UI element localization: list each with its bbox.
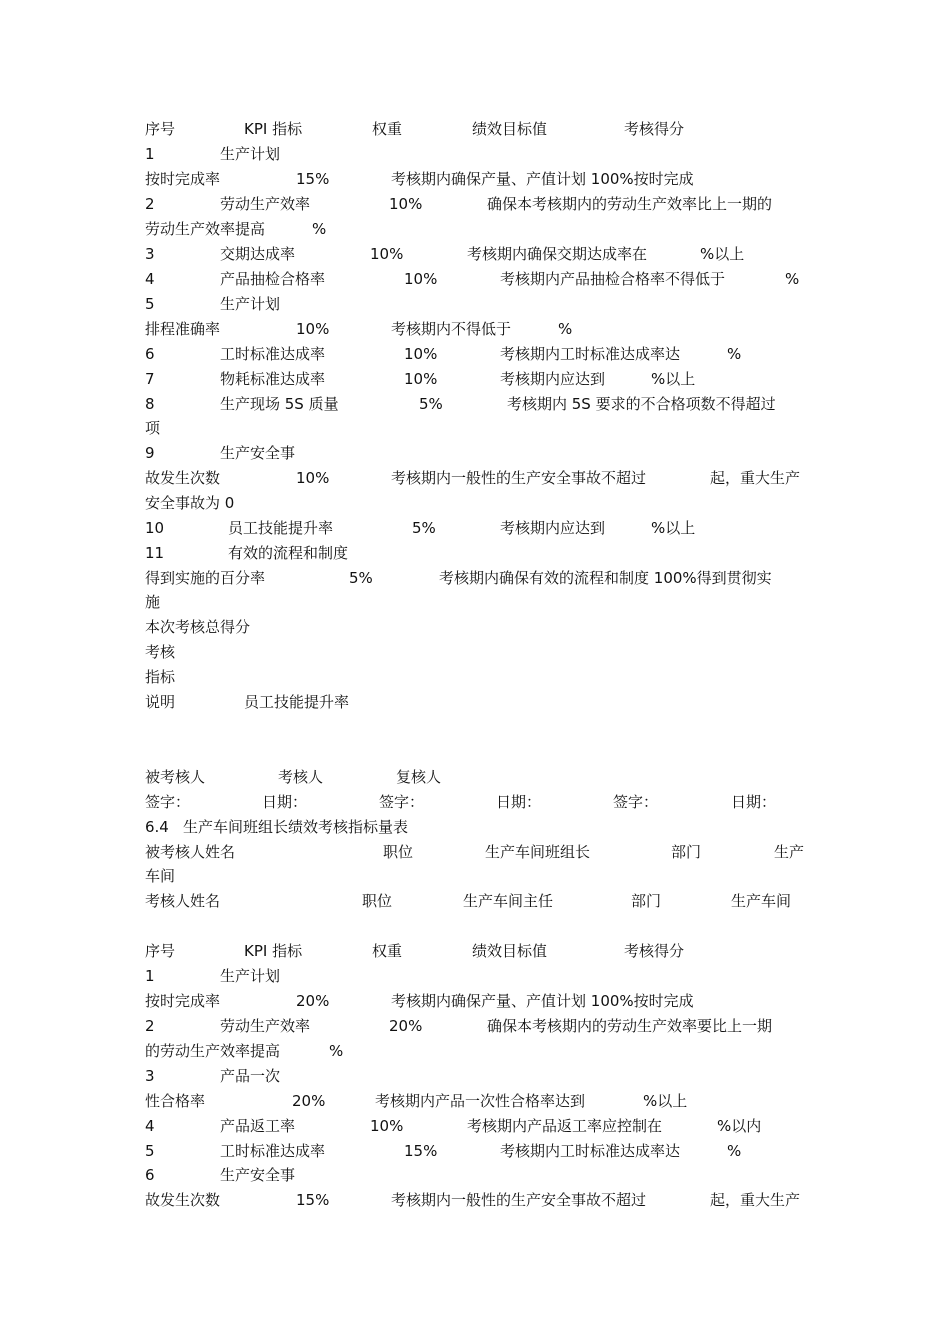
text-segment: 考核期内应达到 bbox=[500, 370, 606, 388]
text-line bbox=[0, 591, 950, 613]
text-segment: 部门 bbox=[671, 843, 702, 861]
text-segment: 生产现场 5S 质量 bbox=[220, 395, 339, 413]
text-segment: 2 bbox=[145, 1017, 155, 1035]
text-line bbox=[0, 118, 950, 140]
text-segment: 工时标准达成率 bbox=[220, 1142, 326, 1160]
text-segment: % bbox=[312, 220, 327, 238]
text-segment: 考核期内确保产量、产值计划 100%按时完成 bbox=[391, 992, 694, 1010]
text-segment: 考核期内工时标准达成率达 bbox=[500, 1142, 681, 1160]
text-segment: %以上 bbox=[651, 519, 696, 537]
text-segment: 起，重大生产 bbox=[710, 1191, 801, 1209]
text-segment: 生产计划 bbox=[220, 967, 281, 985]
text-segment: 起，重大生产 bbox=[710, 469, 801, 487]
text-segment: 考核期内产品一次性合格率达到 bbox=[375, 1092, 586, 1110]
text-segment: 5% bbox=[419, 395, 443, 413]
text-segment: 生产安全事 bbox=[220, 444, 296, 462]
text-segment: 考核期内工时标准达成率达 bbox=[500, 345, 681, 363]
text-segment: 15% bbox=[404, 1142, 438, 1160]
text-segment: 产品一次 bbox=[220, 1067, 281, 1085]
text-segment: 施 bbox=[145, 593, 161, 611]
text-segment: 被考核人 bbox=[145, 768, 206, 786]
text-segment: %以上 bbox=[700, 245, 745, 263]
text-segment: 考核期内 5S 要求的不合格项数不得超过 bbox=[507, 395, 776, 413]
text-segment: KPI 指标 bbox=[244, 120, 303, 138]
text-line bbox=[0, 1189, 950, 1211]
text-line bbox=[0, 1040, 950, 1062]
text-line bbox=[0, 965, 950, 987]
text-segment: 7 bbox=[145, 370, 155, 388]
text-segment: 考核人 bbox=[278, 768, 324, 786]
text-segment: 生产车间班组长绩效考核指标量表 bbox=[183, 818, 409, 836]
text-segment: 序号 bbox=[145, 120, 176, 138]
text-segment: 员工技能提升率 bbox=[244, 693, 350, 711]
text-segment: 生产 bbox=[774, 843, 805, 861]
text-segment: 权重 bbox=[372, 120, 403, 138]
text-line bbox=[0, 442, 950, 464]
text-segment: %以上 bbox=[643, 1092, 688, 1110]
text-segment: 安全事故为 0 bbox=[145, 494, 235, 512]
text-segment: 的劳动生产效率提高 bbox=[145, 1042, 281, 1060]
text-segment: 1 bbox=[145, 967, 155, 985]
text-line bbox=[0, 766, 950, 788]
text-segment: 车间 bbox=[145, 867, 176, 885]
text-segment: 5% bbox=[412, 519, 436, 537]
text-segment: 5 bbox=[145, 1142, 155, 1160]
text-segment: %以上 bbox=[651, 370, 696, 388]
text-segment: 项 bbox=[145, 419, 161, 437]
text-line bbox=[0, 368, 950, 390]
text-segment: % bbox=[727, 1142, 742, 1160]
text-segment: 3 bbox=[145, 245, 155, 263]
text-line bbox=[0, 467, 950, 489]
text-segment: 10% bbox=[404, 370, 438, 388]
text-line bbox=[0, 417, 950, 439]
text-line bbox=[0, 666, 950, 688]
text-segment: 得到实施的百分率 bbox=[145, 569, 266, 587]
text-segment: 按时完成率 bbox=[145, 170, 221, 188]
text-line bbox=[0, 1164, 950, 1186]
text-segment: 有效的流程和制度 bbox=[228, 544, 349, 562]
text-segment: 生产计划 bbox=[220, 295, 281, 313]
text-segment: 职位 bbox=[362, 892, 393, 910]
text-segment: 日期： bbox=[731, 793, 777, 811]
text-segment: 10% bbox=[296, 320, 330, 338]
text-segment: 考核期内应达到 bbox=[500, 519, 606, 537]
text-line bbox=[0, 193, 950, 215]
text-segment: 确保本考核期内的劳动生产效率比上一期的 bbox=[487, 195, 773, 213]
text-segment: % bbox=[558, 320, 573, 338]
text-segment: %以内 bbox=[717, 1117, 762, 1135]
text-segment: 15% bbox=[296, 1191, 330, 1209]
text-segment: 生产安全事 bbox=[220, 1166, 296, 1184]
text-segment: 确保本考核期内的劳动生产效率要比上一期 bbox=[487, 1017, 773, 1035]
text-segment: 10% bbox=[404, 345, 438, 363]
text-line bbox=[0, 542, 950, 564]
text-line bbox=[0, 1090, 950, 1112]
text-line bbox=[0, 865, 950, 887]
text-segment: 10% bbox=[404, 270, 438, 288]
text-segment: 工时标准达成率 bbox=[220, 345, 326, 363]
text-line bbox=[0, 393, 950, 415]
text-segment: 绩效目标值 bbox=[472, 942, 548, 960]
text-segment: 签字： bbox=[145, 793, 191, 811]
text-segment: 考核人姓名 bbox=[145, 892, 221, 910]
text-line bbox=[0, 1140, 950, 1162]
text-line bbox=[0, 990, 950, 1012]
text-segment: 8 bbox=[145, 395, 155, 413]
text-segment: 本次考核总得分 bbox=[145, 618, 251, 636]
text-segment: 部门 bbox=[631, 892, 662, 910]
text-segment: 劳动生产效率 bbox=[220, 1017, 311, 1035]
text-line bbox=[0, 816, 950, 838]
text-segment: 日期： bbox=[496, 793, 542, 811]
text-segment: 序号 bbox=[145, 942, 176, 960]
text-segment: 劳动生产效率提高 bbox=[145, 220, 266, 238]
text-segment: 5 bbox=[145, 295, 155, 313]
text-segment: 交期达成率 bbox=[220, 245, 296, 263]
text-segment: 15% bbox=[296, 170, 330, 188]
text-segment: 6.4 bbox=[145, 818, 169, 836]
text-segment: 考核 bbox=[145, 643, 176, 661]
text-segment: 考核期内不得低于 bbox=[391, 320, 512, 338]
text-segment: 被考核人姓名 bbox=[145, 843, 236, 861]
text-segment: 10 bbox=[145, 519, 165, 537]
text-segment: 排程准确率 bbox=[145, 320, 221, 338]
text-line bbox=[0, 1015, 950, 1037]
text-segment: KPI 指标 bbox=[244, 942, 303, 960]
text-segment: 员工技能提升率 bbox=[228, 519, 334, 537]
text-segment: % bbox=[329, 1042, 344, 1060]
text-line bbox=[0, 641, 950, 663]
text-segment: 10% bbox=[370, 245, 404, 263]
text-line bbox=[0, 940, 950, 962]
text-line bbox=[0, 890, 950, 912]
text-segment: 日期： bbox=[262, 793, 308, 811]
text-line bbox=[0, 616, 950, 638]
text-segment: 物耗标准达成率 bbox=[220, 370, 326, 388]
text-line bbox=[0, 841, 950, 863]
text-segment: 2 bbox=[145, 195, 155, 213]
text-segment: 5% bbox=[349, 569, 373, 587]
text-segment: 4 bbox=[145, 270, 155, 288]
text-segment: 11 bbox=[145, 544, 165, 562]
text-segment: 产品抽检合格率 bbox=[220, 270, 326, 288]
text-line bbox=[0, 318, 950, 340]
text-segment: 6 bbox=[145, 345, 155, 363]
text-segment: 职位 bbox=[383, 843, 414, 861]
text-segment: 考核期内确保有效的流程和制度 100%得到贯彻实 bbox=[439, 569, 772, 587]
text-segment: 故发生次数 bbox=[145, 1191, 221, 1209]
text-line bbox=[0, 1065, 950, 1087]
text-segment: 4 bbox=[145, 1117, 155, 1135]
text-segment: 复核人 bbox=[396, 768, 442, 786]
text-segment: 生产车间主任 bbox=[463, 892, 554, 910]
text-segment: 考核得分 bbox=[624, 120, 685, 138]
text-segment: 考核期内一般性的生产安全事故不超过 bbox=[391, 1191, 647, 1209]
text-line bbox=[0, 143, 950, 165]
text-segment: 10% bbox=[370, 1117, 404, 1135]
text-line bbox=[0, 293, 950, 315]
text-line bbox=[0, 492, 950, 514]
text-segment: 6 bbox=[145, 1166, 155, 1184]
text-line bbox=[0, 343, 950, 365]
text-segment: 权重 bbox=[372, 942, 403, 960]
text-segment: 20% bbox=[389, 1017, 423, 1035]
text-line bbox=[0, 168, 950, 190]
text-segment: 指标 bbox=[145, 668, 176, 686]
text-segment: 签字： bbox=[613, 793, 659, 811]
text-segment: 10% bbox=[389, 195, 423, 213]
text-segment: 故发生次数 bbox=[145, 469, 221, 487]
text-segment: 考核期内一般性的生产安全事故不超过 bbox=[391, 469, 647, 487]
text-line bbox=[0, 268, 950, 290]
text-segment: 考核期内产品返工率应控制在 bbox=[467, 1117, 663, 1135]
text-segment: 性合格率 bbox=[145, 1092, 206, 1110]
text-line bbox=[0, 218, 950, 240]
text-segment: 1 bbox=[145, 145, 155, 163]
text-segment: % bbox=[785, 270, 800, 288]
text-line bbox=[0, 243, 950, 265]
text-segment: 生产车间班组长 bbox=[485, 843, 591, 861]
text-segment: 生产计划 bbox=[220, 145, 281, 163]
text-line bbox=[0, 691, 950, 713]
text-segment: 生产车间 bbox=[731, 892, 792, 910]
text-line bbox=[0, 791, 950, 813]
text-line bbox=[0, 567, 950, 589]
text-segment: 20% bbox=[292, 1092, 326, 1110]
text-segment: 考核得分 bbox=[624, 942, 685, 960]
text-segment: 考核期内确保交期达成率在 bbox=[467, 245, 648, 263]
text-segment: 考核期内确保产量、产值计划 100%按时完成 bbox=[391, 170, 694, 188]
text-segment: 3 bbox=[145, 1067, 155, 1085]
text-line bbox=[0, 517, 950, 539]
text-segment: 20% bbox=[296, 992, 330, 1010]
text-segment: % bbox=[727, 345, 742, 363]
text-segment: 签字： bbox=[379, 793, 425, 811]
text-segment: 绩效目标值 bbox=[472, 120, 548, 138]
text-segment: 考核期内产品抽检合格率不得低于 bbox=[500, 270, 726, 288]
text-segment: 10% bbox=[296, 469, 330, 487]
text-segment: 按时完成率 bbox=[145, 992, 221, 1010]
text-segment: 说明 bbox=[145, 693, 176, 711]
text-segment: 劳动生产效率 bbox=[220, 195, 311, 213]
text-segment: 产品返工率 bbox=[220, 1117, 296, 1135]
text-segment: 9 bbox=[145, 444, 155, 462]
text-line bbox=[0, 1115, 950, 1137]
